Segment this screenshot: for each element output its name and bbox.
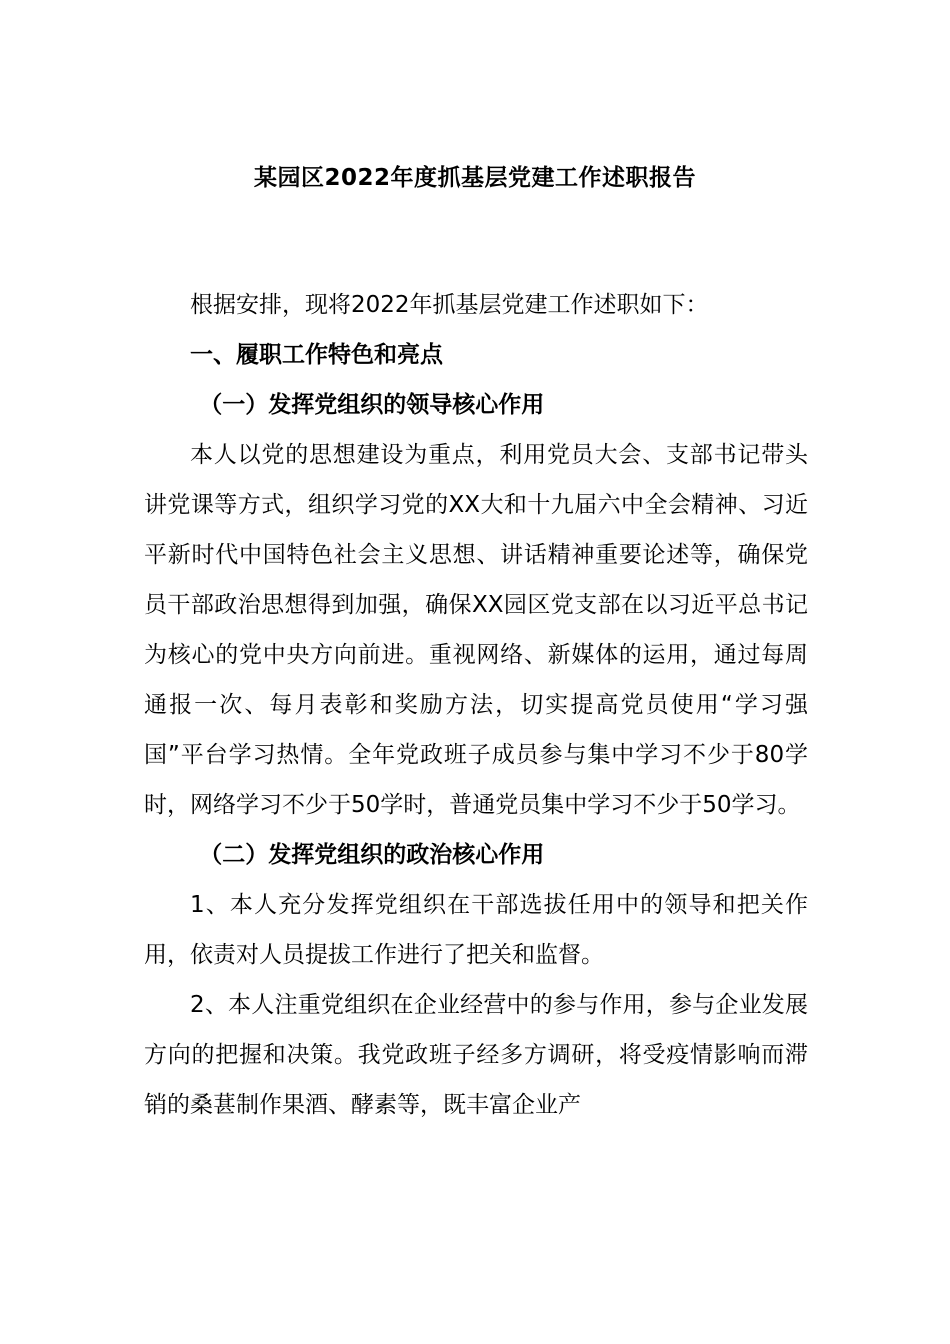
paragraph-leadership: 本人以党的思想建设为重点，利用党员大会、支部书记带头讲党课等方式，组织学习党的XX大和十九届六中全会精神、习近平新时代中国特色社会主义思想、讲话精神重要论述等，确保党员干部政治思想得到加强，确保XX园区党支部在以习近平总书记为核心的党中央方向前进。重视网络、新媒体的运用，通过每周通报一次、每月表彰和奖励方法，切实提高党员使用“学习强国”平台学习热情。全年党政班子成员参与集中学习不少于80学时，网络学习不少于50学时，普通党员集中学习不少于50学习。: [144, 442, 808, 818]
section-heading-1: 一、履职工作特色和亮点: [190, 342, 443, 368]
subsection-heading-1: （一）发挥党组织的领导核心作用: [199, 392, 545, 418]
intro-paragraph: 根据安排，现将2022年抓基层党建工作述职如下：: [190, 292, 709, 318]
document-body: [144, 280, 808, 1130]
subsection-heading-2: （二）发挥党组织的政治核心作用: [199, 842, 545, 868]
paragraph-item-1: 1、本人充分发挥党组织在干部选拔任用中的领导和把关作用，依责对人员提拔工作进行了把关和监督。: [144, 892, 808, 968]
paragraph-item-2: 2、本人注重党组织在企业经营中的参与作用，参与企业发展方向的把握和决策。我党政班子经多方调研，将受疫情影响而滞销的桑葚制作果酒、酵素等，既丰富企业产: [144, 992, 808, 1118]
document-title: 某园区2022年度抓基层党建工作述职报告: [253, 165, 696, 191]
